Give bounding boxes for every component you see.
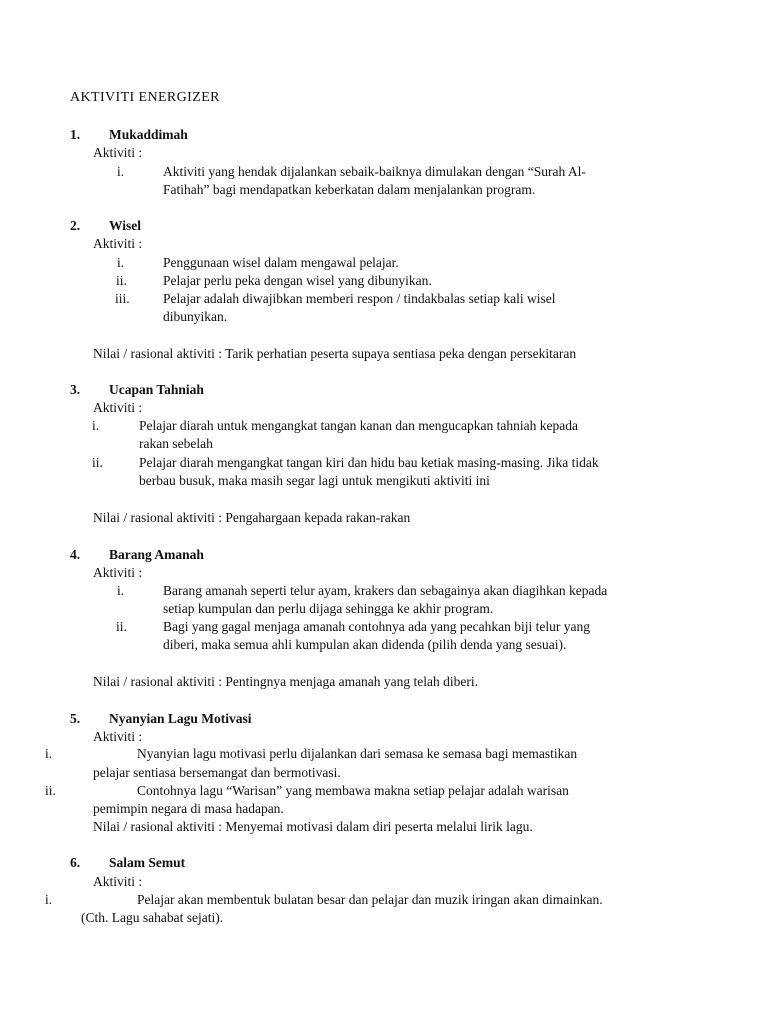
section-6-number: 6. (70, 855, 81, 870)
section-4-number: 4. (70, 547, 81, 562)
section-4-aktiviti-label: Aktiviti : (93, 565, 143, 580)
section-2-aktiviti-label: Aktiviti : (93, 236, 143, 251)
section-4-item-1-line-2: setiap kumpulan dan perlu dijaga sehingga ke akhir program. (163, 601, 494, 616)
section-3-nilai: Nilai / rasional aktiviti : Pengahargaan kepada rakan-rakan (93, 510, 411, 525)
section-2-number: 2. (70, 218, 81, 233)
section-4-item-2-line-1: Bagi yang gagal menjaga amanah contohnya ada yang pecahkan biji telur yang (163, 619, 590, 634)
section-3-item-2-line-1: Pelajar diarah mengangkat tangan kiri dan hidu bau ketiak masing-masing. Jika tidak (139, 455, 599, 470)
section-4-item-2-marker: ii. (116, 619, 127, 634)
section-2-item-2-marker: ii. (116, 273, 127, 288)
section-4-item-2-line-2: diberi, maka semua ahli kumpulan akan didenda (pilih denda yang sesuai). (163, 637, 567, 652)
section-3-aktiviti-label: Aktiviti : (93, 400, 143, 415)
section-3-item-1-line-1: Pelajar diarah untuk mengangkat tangan kanan dan mengucapkan tahniah kepada (139, 418, 578, 433)
section-5-heading: Nyanyian Lagu Motivasi (109, 711, 252, 726)
section-6-item-1-marker: i. (45, 892, 53, 907)
section-5-number: 5. (70, 711, 81, 726)
section-1-heading: Mukaddimah (109, 127, 188, 142)
section-4-item-1-marker: i. (117, 583, 125, 598)
section-5-aktiviti-label: Aktiviti : (93, 729, 143, 744)
section-2-item-2-line-1: Pelajar perlu peka dengan wisel yang dibunyikan. (163, 273, 432, 288)
section-5-item-2-line-1: Contohnya lagu “Warisan” yang membawa makna setiap pelajar adalah warisan (137, 783, 569, 798)
section-2-item-3-line-2: dibunyikan. (163, 309, 228, 324)
section-3-item-1-marker: i. (92, 418, 100, 433)
section-2-item-1-marker: i. (117, 255, 125, 270)
section-3-heading: Ucapan Tahniah (109, 382, 204, 397)
section-1-aktiviti-label: Aktiviti : (93, 145, 143, 160)
section-4-heading: Barang Amanah (109, 547, 204, 562)
section-6-heading: Salam Semut (109, 855, 186, 870)
section-2-item-3-line-1: Pelajar adalah diwajibkan memberi respon / tindakbalas setiap kali wisel (163, 291, 556, 306)
section-6-item-1-line-2: (Cth. Lagu sahabat sejati). (81, 910, 224, 925)
section-4-nilai: Nilai / rasional aktiviti : Pentingnya menjaga amanah yang telah diberi. (93, 674, 479, 689)
section-3-item-1-line-2: rakan sebelah (139, 436, 213, 451)
section-5-item-1-line-1: Nyanyian lagu motivasi perlu dijalankan dari semasa ke semasa bagi memastikan (137, 746, 578, 761)
section-1-item-1-line-1: Aktiviti yang hendak dijalankan sebaik-baiknya dimulakan dengan “Surah Al- (163, 164, 586, 179)
section-3-number: 3. (70, 382, 81, 397)
section-5-item-1-marker: i. (45, 746, 53, 761)
section-2-item-1-line-1: Penggunaan wisel dalam mengawal pelajar. (163, 255, 399, 270)
section-6-item-1-line-1: Pelajar akan membentuk bulatan besar dan pelajar dan muzik iringan akan dimainkan. (137, 892, 603, 907)
section-1-item-1-marker: i. (117, 164, 125, 179)
section-5-item-1-line-2: pelajar sentiasa bersemangat dan bermotivasi. (93, 765, 341, 780)
section-5-nilai: Nilai / rasional aktiviti : Menyemai motivasi dalam diri peserta melalui lirik lagu. (93, 819, 533, 834)
section-2-nilai: Nilai / rasional aktiviti : Tarik perhatian peserta supaya sentiasa peka dengan persekitaran (93, 346, 577, 361)
document-title: AKTIVITI ENERGIZER (70, 90, 220, 105)
section-6-aktiviti-label: Aktiviti : (93, 874, 143, 889)
section-2-item-3-marker: iii. (115, 291, 130, 306)
section-2-heading: Wisel (109, 218, 142, 233)
section-3-item-2-line-2: berbau busuk, maka masih segar lagi untuk mengikuti aktiviti ini (139, 473, 490, 488)
section-5-item-2-line-2: pemimpin negara di masa hadapan. (93, 801, 284, 816)
section-5-item-2-marker: ii. (45, 783, 56, 798)
section-1-item-1-line-2: Fatihah” bagi mendapatkan keberkatan dalam menjalankan program. (163, 182, 536, 197)
section-4-item-1-line-1: Barang amanah seperti telur ayam, krakers dan sebagainya akan diagihkan kepada (163, 583, 608, 598)
section-1-number: 1. (70, 127, 81, 142)
section-3-item-2-marker: ii. (92, 455, 103, 470)
